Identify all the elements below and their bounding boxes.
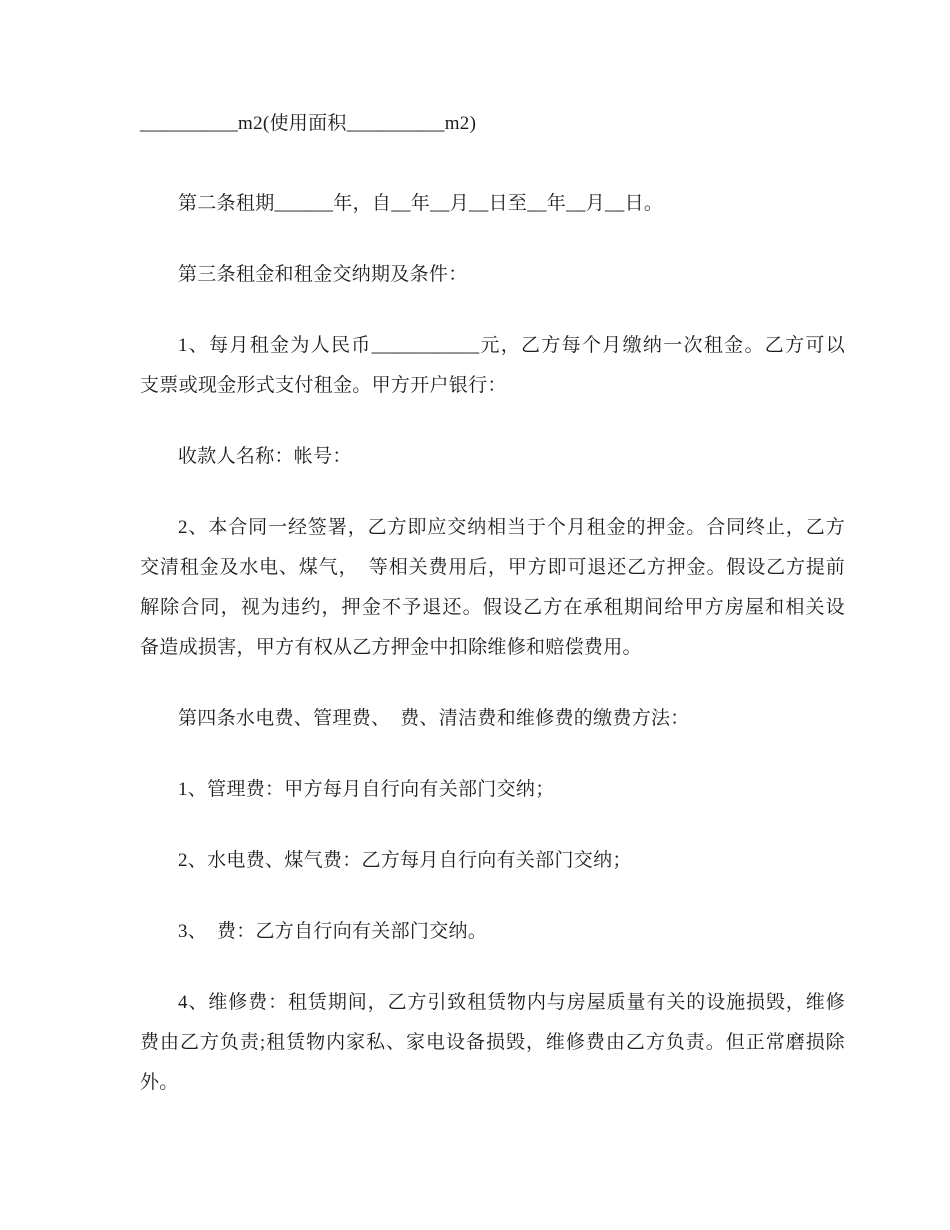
text-line: 收款人名称：帐号： xyxy=(178,446,352,467)
paragraph-area-continuation xyxy=(140,104,845,144)
text-line: 2、水电费、煤气费：乙方每月自行向有关部门交纳； xyxy=(178,850,632,871)
text-line: 1、每月租金为人民币___________元，乙方每个月缴纳一次租金。乙方可以 xyxy=(178,335,845,356)
paragraph-payee-line xyxy=(140,437,845,477)
text-line: 3、 费：乙方自行向有关部门交纳。 xyxy=(178,921,488,942)
text-line: 外。 xyxy=(140,1072,179,1093)
paragraph-clause-4-item-2 xyxy=(140,841,845,881)
text-line: 第三条租金和租金交纳期及条件： xyxy=(178,264,468,285)
paragraph-clause-3-item-2 xyxy=(140,508,845,668)
text-line: 解除合同，视为违约，押金不予退还。假设乙方在承租期间给甲方房屋和相关设 xyxy=(140,597,845,618)
paragraph-clause-4-item-4 xyxy=(140,983,845,1103)
paragraph-clause-2-term xyxy=(140,184,845,224)
text-line: 费由乙方负责;租赁物内家私、家电设备损毁，维修费由乙方负责。但正常磨损除 xyxy=(140,1032,845,1053)
text-line: 备造成损害，甲方有权从乙方押金中扣除维修和赔偿费用。 xyxy=(140,637,642,658)
text-line: 支票或现金形式支付租金。甲方开户银行： xyxy=(140,375,507,396)
document-body xyxy=(140,104,845,1103)
paragraph-clause-4-item-3 xyxy=(140,912,845,952)
paragraph-clause-3-heading xyxy=(140,255,845,295)
paragraph-clause-4-heading xyxy=(140,699,845,739)
text-line: 第二条租期______年，自__年__月__日至__年__月__日。 xyxy=(178,193,664,214)
text-line: 2、本合同一经签署，乙方即应交纳相当于个月租金的押金。合同终止，乙方 xyxy=(178,517,845,538)
text-line: 交清租金及水电、煤气， 等相关费用后，甲方即可退还乙方押金。假设乙方提前 xyxy=(140,557,845,578)
text-line: 4、维修费：租赁期间，乙方引致租赁物内与房屋质量有关的设施损毁，维修 xyxy=(178,992,845,1013)
text-line: 第四条水电费、管理费、 费、清洁费和维修费的缴费方法： xyxy=(178,708,690,729)
paragraph-clause-4-item-1 xyxy=(140,770,845,810)
text-line: __________m2(使用面积__________m2) xyxy=(140,113,477,134)
paragraph-clause-3-item-1 xyxy=(140,326,845,406)
text-line: 1、管理费：甲方每月自行向有关部门交纳； xyxy=(178,779,555,800)
